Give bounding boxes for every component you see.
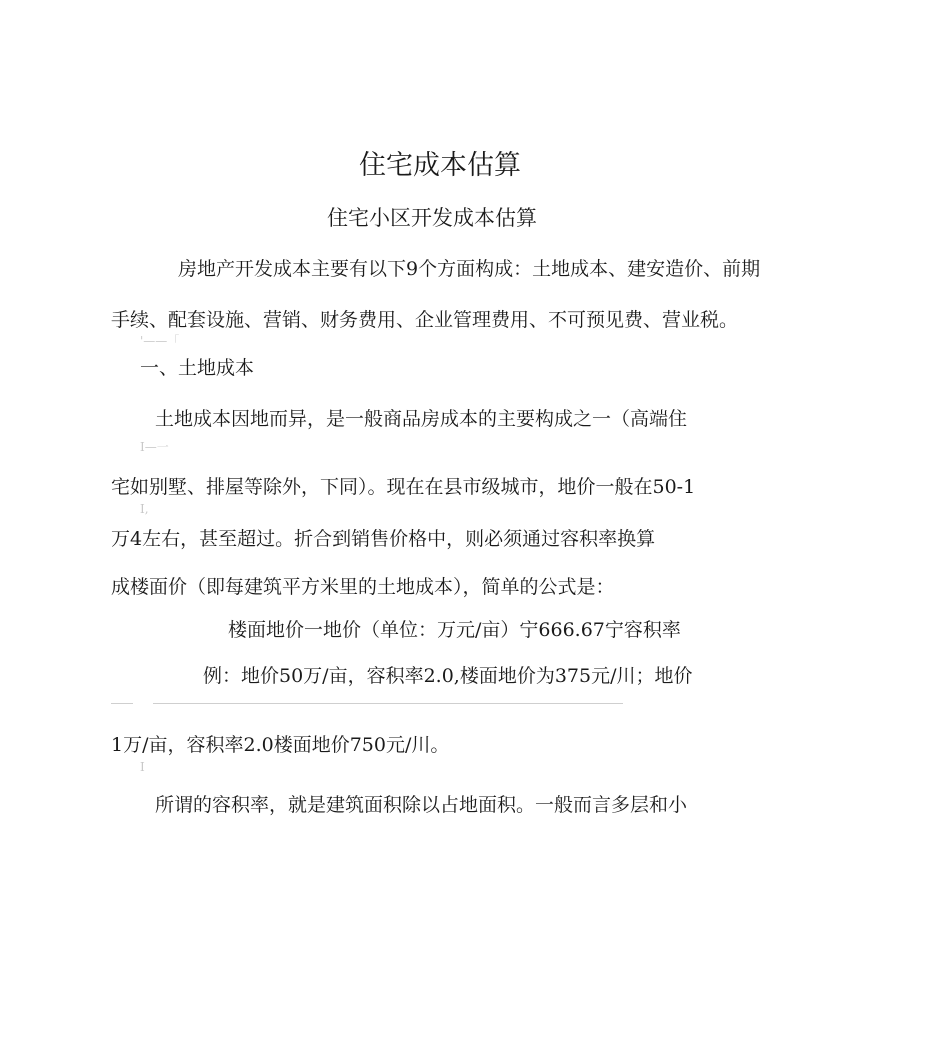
example-line: 例：地价50万/亩，容积率2.0,楼面地价为375元/川；地价 [203,665,693,687]
paragraph-line: 宅如别墅、排屋等除外，下同）。现在在县市级城市，地价一般在50-1 [111,476,696,498]
scan-mark: '——「 [140,334,180,348]
paragraph-line: 所谓的容积率，就是建筑面积除以占地面积。一般而言多层和小 [155,794,688,816]
scan-mark: I [140,760,145,774]
page-title: 住宅成本估算 [359,150,521,181]
paragraph-line: 成楼面价（即每建筑平方米里的土地成本），简单的公式是： [111,576,615,598]
page-subtitle: 住宅小区开发成本估算 [327,206,537,230]
formula-line: 楼面地价一地价（单位：万元/亩）宁666.67宁容积率 [228,619,681,641]
paragraph-line: 手续、配套设施、营销、财务费用、企业管理费用、不可预见费、营业税。 [111,309,739,331]
example-line: 1万/亩，容积率2.0楼面地价750元/川。 [111,734,450,756]
scan-mark: I, [140,502,149,516]
paragraph-line: 土地成本因地而异，是一般商品房成本的主要构成之一（高端住 [155,408,688,430]
paragraph-line: 房地产开发成本主要有以下9个方面构成：土地成本、建安造价、前期 [178,258,761,280]
paragraph-line: 万4左右，甚至超过。折合到销售价格中，则必须通过容积率换算 [111,528,656,550]
scan-rule-long [153,703,623,704]
scan-rule-short [111,703,133,704]
scan-mark: I—一 [140,440,169,454]
section-heading: 一、土地成本 [140,357,255,379]
